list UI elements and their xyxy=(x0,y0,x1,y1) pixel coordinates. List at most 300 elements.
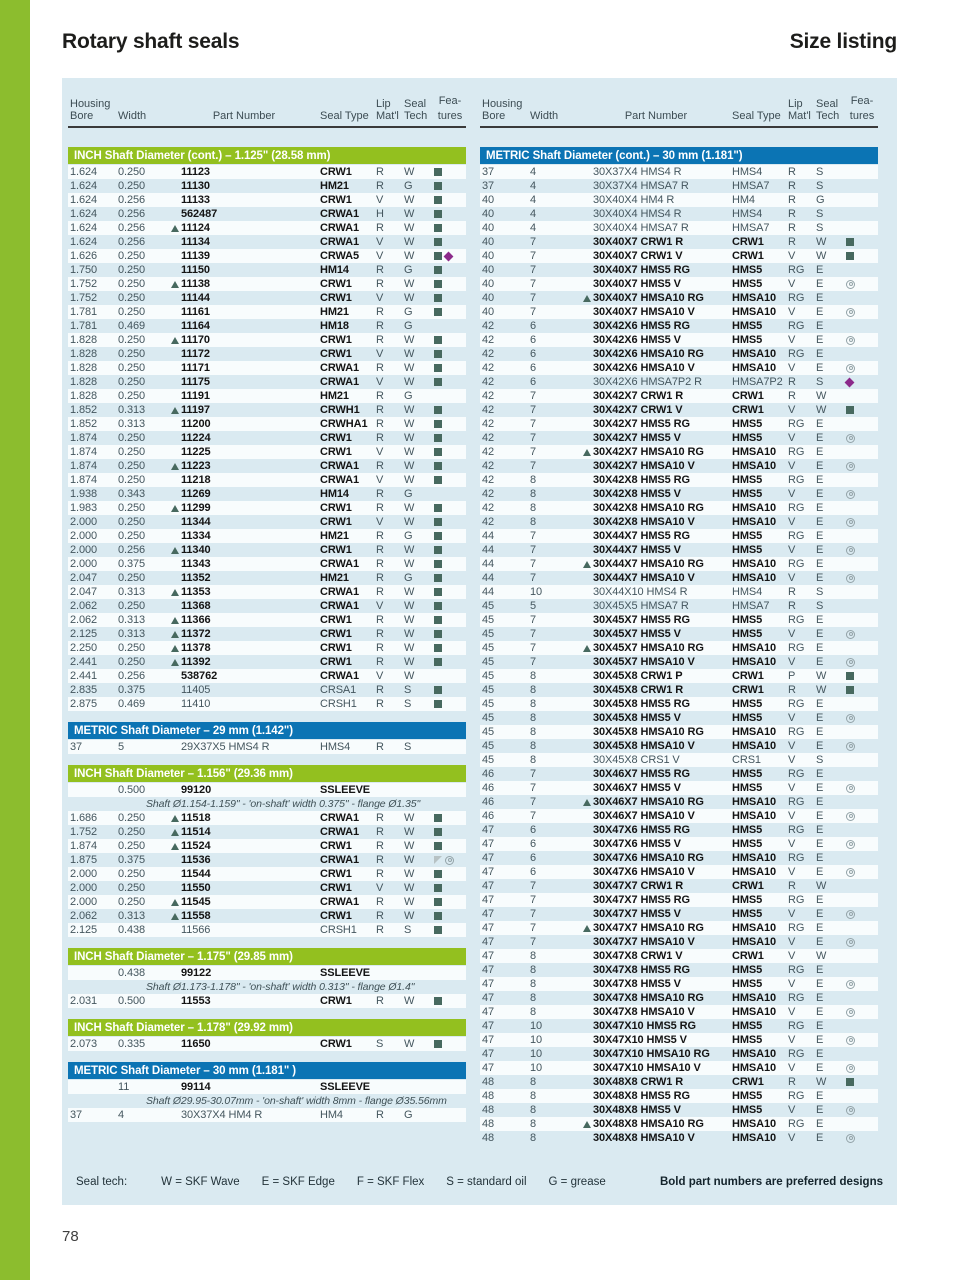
seal-type-cell: HMS5 xyxy=(732,698,763,710)
features-cell xyxy=(434,997,466,1005)
features-cell xyxy=(434,658,466,666)
width-cell: 0.313 xyxy=(118,418,146,430)
features-cell xyxy=(434,462,466,470)
seal-tech-cell: W xyxy=(404,334,415,346)
table-row xyxy=(480,459,878,473)
part-number-cell: 11161 xyxy=(181,306,210,318)
features-cell xyxy=(846,462,878,471)
bore-cell: 2.441 xyxy=(70,656,98,668)
seal-type-cell: HMSA10 xyxy=(732,740,777,752)
width-cell: 7 xyxy=(530,782,537,794)
width-cell: 4 xyxy=(530,194,537,206)
table-row xyxy=(480,291,878,305)
part-number-cell: 30X47X8 HMSA10 V xyxy=(593,1006,695,1018)
feature-square-icon xyxy=(434,182,442,190)
width-cell: 7 xyxy=(530,572,537,584)
seal-tech-cell: E xyxy=(816,1118,824,1130)
bore-cell: 2.000 xyxy=(70,896,98,908)
seal-tech-cell: G xyxy=(404,320,413,332)
seal-type-cell: HM14 xyxy=(320,488,349,500)
seal-tech-cell: W xyxy=(404,460,415,472)
width-cell: 7 xyxy=(530,432,537,444)
seal-tech-cell: W xyxy=(404,854,415,866)
features-cell xyxy=(846,672,878,680)
seal-tech-cell: E xyxy=(816,1006,824,1018)
feature-square-icon xyxy=(434,238,442,246)
part-number-cell: 30X42X8 HMS5 RG xyxy=(593,474,690,486)
lip-material-cell: RG xyxy=(788,530,805,542)
bore-cell: 45 xyxy=(482,670,495,682)
features-cell xyxy=(434,294,466,302)
bore-cell: 1.781 xyxy=(70,306,98,318)
width-cell: 0.250 xyxy=(118,656,146,668)
features-cell xyxy=(846,980,878,989)
table-row xyxy=(480,487,878,501)
seal-tech-cell: W xyxy=(816,1076,827,1088)
seal-type-cell: HMS5 xyxy=(732,964,763,976)
feature-square-icon xyxy=(434,252,442,260)
part-number-cell: 11405 xyxy=(181,684,211,696)
seal-type-cell: HMS5 xyxy=(732,824,763,836)
seal-tech-cell: W xyxy=(404,1038,415,1050)
part-number-cell: 30X48X8 CRW1 R xyxy=(593,1076,684,1088)
feature-square-icon xyxy=(434,280,442,288)
seal-tech-cell: E xyxy=(816,894,824,906)
width-cell: 0.500 xyxy=(118,995,146,1007)
lip-material-cell: R xyxy=(376,278,384,290)
table-row xyxy=(68,501,466,515)
seal-type-cell: HMSA10 xyxy=(732,572,777,584)
table-row xyxy=(480,1075,878,1089)
lip-material-cell: R xyxy=(788,880,796,892)
lip-material-cell: RG xyxy=(788,1020,805,1032)
seal-tech-cell: E xyxy=(816,530,824,542)
seal-type-cell: HM21 xyxy=(320,390,349,402)
header-lip-material: Lip Mat'l xyxy=(376,98,399,122)
preferred-triangle-icon xyxy=(583,799,591,806)
bore-cell: 42 xyxy=(482,418,495,430)
bore-cell: 1.983 xyxy=(70,502,98,514)
seal-type-cell: HMS5 xyxy=(732,530,763,542)
table-row xyxy=(68,683,466,697)
table-row xyxy=(480,683,878,697)
feature-ring-icon xyxy=(846,518,855,527)
part-number-cell: 11558 xyxy=(168,910,320,922)
lip-material-cell: R xyxy=(376,572,384,584)
part-number-cell: 30X42X6 HMS5 RG xyxy=(593,320,690,332)
seal-type-cell: CRW1 xyxy=(320,194,352,206)
seal-tech-cell: E xyxy=(816,1062,824,1074)
width-cell: 0.313 xyxy=(118,404,146,416)
lip-material-cell: R xyxy=(376,684,384,696)
width-cell: 0.469 xyxy=(118,320,146,332)
part-number-cell: 30X45X8 CRS1 V xyxy=(593,754,680,766)
seal-type-cell: CRWA1 xyxy=(320,460,360,472)
feature-ring-icon xyxy=(846,980,855,989)
lip-material-cell: R xyxy=(376,418,384,430)
preferred-triangle-icon xyxy=(171,659,179,666)
width-cell: 8 xyxy=(530,502,537,514)
bore-cell: 46 xyxy=(482,768,495,780)
seal-tech-cell: W xyxy=(404,812,415,824)
part-number-cell: 30X44X7 HMSA10 RG xyxy=(580,558,732,570)
bore-cell: 2.047 xyxy=(70,572,98,584)
legend-item: F = SKF Flex xyxy=(356,1176,425,1188)
seal-tech-cell: E xyxy=(816,1132,824,1144)
features-cell xyxy=(434,588,466,596)
width-cell: 0.375 xyxy=(118,854,146,866)
part-number-cell: 30X45X8 CRW1 R xyxy=(593,684,684,696)
seal-type-cell: HMS5 xyxy=(732,614,763,626)
table-row xyxy=(68,487,466,501)
table-section xyxy=(68,765,466,937)
bore-cell: 1.852 xyxy=(70,404,98,416)
table-row xyxy=(68,529,466,543)
bore-cell: 1.874 xyxy=(70,474,98,486)
lip-material-cell: V xyxy=(788,1062,796,1074)
table-row xyxy=(68,389,466,403)
seal-tech-cell: G xyxy=(816,194,825,206)
part-number-cell: 30X42X6 HMS5 V xyxy=(593,334,681,346)
table-row xyxy=(68,221,466,235)
lip-material-cell: RG xyxy=(788,1048,805,1060)
table-row xyxy=(480,1033,878,1047)
seal-type-cell: CRWA1 xyxy=(320,362,360,374)
lip-material-cell: R xyxy=(788,600,796,612)
seal-type-cell: CRWA1 xyxy=(320,376,360,388)
table-row xyxy=(480,1047,878,1061)
preferred-triangle-icon xyxy=(583,295,591,302)
lip-material-cell: V xyxy=(788,306,796,318)
seal-tech-cell: W xyxy=(816,670,827,682)
seal-tech-cell: S xyxy=(816,222,824,234)
bore-cell: 40 xyxy=(482,208,495,220)
width-cell: 7 xyxy=(530,558,537,570)
seal-tech-cell: W xyxy=(404,840,415,852)
width-cell: 10 xyxy=(530,586,543,598)
feature-square-icon xyxy=(434,378,442,386)
part-number-cell: 11172 xyxy=(181,348,210,360)
bore-cell: 2.125 xyxy=(70,628,98,640)
seal-type-cell: CRW1 xyxy=(732,670,764,682)
preferred-triangle-icon xyxy=(171,281,179,288)
lip-material-cell: H xyxy=(376,208,384,220)
seal-tech-cell: S xyxy=(404,924,412,936)
part-number-cell: 30X42X7 HMS5 V xyxy=(593,432,681,444)
part-number-cell: 11150 xyxy=(181,264,210,276)
width-cell: 7 xyxy=(530,908,537,920)
seal-tech-cell: E xyxy=(816,264,824,276)
lip-material-cell: R xyxy=(376,995,384,1007)
part-number-cell: 30X40X7 HMSA10 RG xyxy=(580,292,732,304)
part-number-cell: 11545 xyxy=(168,896,320,908)
lip-material-cell: V xyxy=(376,474,384,486)
seal-type-cell: HMS5 xyxy=(732,474,763,486)
seal-tech-cell: W xyxy=(404,236,415,248)
part-number-cell: 30X37X4 HMSA7 R xyxy=(593,180,689,192)
features-cell xyxy=(434,434,466,442)
feature-square-icon xyxy=(846,406,854,414)
feature-ring-icon xyxy=(846,784,855,793)
features-cell xyxy=(434,504,466,512)
width-cell: 7 xyxy=(530,796,537,808)
width-cell: 8 xyxy=(530,1104,537,1116)
seal-type-cell: CRWA1 xyxy=(320,826,360,838)
table-section xyxy=(68,1062,466,1122)
bore-cell: 47 xyxy=(482,838,495,850)
bore-cell: 47 xyxy=(482,852,495,864)
features-cell xyxy=(434,870,466,878)
seal-type-cell: HMS5 xyxy=(732,264,763,276)
seal-type-cell: HM21 xyxy=(320,572,349,584)
bore-cell: 48 xyxy=(482,1132,495,1144)
bore-cell: 42 xyxy=(482,348,495,360)
legend-note: Bold part numbers are preferred designs xyxy=(659,1176,883,1188)
seal-type-cell: HMSA10 xyxy=(732,362,777,374)
preferred-triangle-icon xyxy=(583,645,591,652)
table-row xyxy=(68,473,466,487)
bore-cell: 37 xyxy=(70,1109,83,1121)
feature-square-icon xyxy=(434,532,442,540)
bore-cell: 46 xyxy=(482,796,495,808)
width-cell: 0.250 xyxy=(118,812,146,824)
bore-cell: 37 xyxy=(482,180,495,192)
bore-cell: 40 xyxy=(482,222,495,234)
part-number-cell: 30X45X7 HMS5 RG xyxy=(593,614,690,626)
seal-type-cell: CRWA1 xyxy=(320,854,360,866)
seal-tech-cell: W xyxy=(404,222,415,234)
table-section xyxy=(68,1019,466,1051)
bore-cell: 40 xyxy=(482,292,495,304)
seal-tech-cell: E xyxy=(816,908,824,920)
seal-type-cell: CRW1 xyxy=(320,348,352,360)
table-row xyxy=(480,1005,878,1019)
table-row xyxy=(68,1037,466,1051)
seal-type-cell: HMS5 xyxy=(732,1104,763,1116)
bore-cell: 2.250 xyxy=(70,642,98,654)
lip-material-cell: RG xyxy=(788,1118,805,1130)
bore-cell: 42 xyxy=(482,376,495,388)
features-cell xyxy=(434,224,466,232)
table-row xyxy=(480,1019,878,1033)
legend-label: Seal tech: xyxy=(76,1176,128,1188)
lip-material-cell: RG xyxy=(788,418,805,430)
lip-material-cell: V xyxy=(788,334,796,346)
part-number-cell: 30X47X6 HMSA10 V xyxy=(593,866,695,878)
width-cell: 0.438 xyxy=(118,967,146,979)
bore-cell: 1.828 xyxy=(70,348,98,360)
width-cell: 0.500 xyxy=(118,784,146,796)
seal-tech-cell: E xyxy=(816,432,824,444)
feature-square-icon xyxy=(434,546,442,554)
lip-material-cell: V xyxy=(376,600,384,612)
lip-material-cell: RG xyxy=(788,1090,805,1102)
bore-cell: 47 xyxy=(482,950,495,962)
seal-type-cell: CRWA1 xyxy=(320,600,360,612)
width-cell: 7 xyxy=(530,460,537,472)
bore-cell: 40 xyxy=(482,236,495,248)
seal-tech-cell: E xyxy=(816,1090,824,1102)
seal-type-cell: CRW1 xyxy=(732,236,764,248)
features-cell xyxy=(846,364,878,373)
part-number-cell: 11144 xyxy=(181,292,210,304)
section-header: METRIC Shaft Diameter – 29 mm (1.142") xyxy=(68,722,466,739)
part-number-cell: 30X44X7 HMS5 V xyxy=(593,544,681,556)
lip-material-cell: R xyxy=(376,320,384,332)
part-number-cell: 30X40X7 HMS5 RG xyxy=(593,264,690,276)
width-cell: 10 xyxy=(530,1062,543,1074)
features-cell xyxy=(434,856,466,865)
seal-tech-cell: W xyxy=(404,502,415,514)
bore-cell: 47 xyxy=(482,1006,495,1018)
seal-tech-cell: W xyxy=(404,600,415,612)
part-number-cell: 30X42X7 CRW1 V xyxy=(593,404,683,416)
bore-cell: 1.874 xyxy=(70,446,98,458)
preferred-triangle-icon xyxy=(171,843,179,850)
width-cell: 0.335 xyxy=(118,1038,146,1050)
features-cell xyxy=(846,1106,878,1115)
table-row xyxy=(68,853,466,867)
part-number-cell: 30X45X8 HMS5 V xyxy=(593,712,681,724)
bore-cell: 47 xyxy=(482,964,495,976)
seal-tech-cell: E xyxy=(816,698,824,710)
table-row xyxy=(68,599,466,613)
bore-cell: 48 xyxy=(482,1090,495,1102)
seal-tech-cell: S xyxy=(816,376,824,388)
seal-type-cell: HMS4 xyxy=(320,741,351,753)
seal-type-cell: CRW1 xyxy=(320,868,352,880)
seal-tech-cell: E xyxy=(816,544,824,556)
seal-type-cell: HMS5 xyxy=(732,768,763,780)
header-seal-type: Seal Type xyxy=(732,110,781,122)
feature-square-icon xyxy=(846,686,854,694)
part-number-cell: 11353 xyxy=(168,586,320,598)
width-cell: 10 xyxy=(530,1048,543,1060)
bore-cell: 2.062 xyxy=(70,614,98,626)
part-number-cell: 11514 xyxy=(168,826,320,838)
width-cell: 0.250 xyxy=(118,376,146,388)
seal-tech-cell: W xyxy=(404,348,415,360)
width-cell: 0.256 xyxy=(118,194,146,206)
features-cell xyxy=(846,238,878,246)
seal-tech-cell: G xyxy=(404,572,413,584)
seal-tech-cell: W xyxy=(404,166,415,178)
table-row xyxy=(480,319,878,333)
table-row xyxy=(480,403,878,417)
table-row xyxy=(480,543,878,557)
seal-type-cell: HMSA10 xyxy=(732,516,777,528)
table-row xyxy=(68,697,466,711)
feature-ring-icon xyxy=(846,938,855,947)
part-number-cell: 30X47X8 HMSA10 RG xyxy=(593,992,704,1004)
features-cell xyxy=(846,630,878,639)
feature-square-icon xyxy=(434,518,442,526)
lip-material-cell: R xyxy=(788,586,796,598)
features-cell xyxy=(434,898,466,906)
seal-tech-cell: E xyxy=(816,278,824,290)
seal-tech-cell: E xyxy=(816,922,824,934)
preferred-triangle-icon xyxy=(171,463,179,470)
seal-type-cell: HMSA10 xyxy=(732,1132,777,1144)
header-seal-tech: Seal Tech xyxy=(404,98,428,122)
feature-square-icon xyxy=(846,672,854,680)
bore-cell: 1.874 xyxy=(70,840,98,852)
features-cell xyxy=(846,1008,878,1017)
lip-material-cell: RG xyxy=(788,726,805,738)
table-row xyxy=(68,909,466,923)
lip-material-cell: R xyxy=(788,236,796,248)
table-row xyxy=(480,739,878,753)
feature-square-icon xyxy=(434,210,442,218)
preferred-triangle-icon xyxy=(171,589,179,596)
seal-type-cell: HMSA10 xyxy=(732,446,777,458)
width-cell: 4 xyxy=(530,208,537,220)
preferred-triangle-icon xyxy=(171,829,179,836)
bore-cell: 2.062 xyxy=(70,910,98,922)
feature-ring-icon xyxy=(846,630,855,639)
feature-square-icon xyxy=(434,926,442,934)
preferred-triangle-icon xyxy=(171,225,179,232)
feature-square-icon xyxy=(434,336,442,344)
page-title: Rotary shaft seals xyxy=(62,30,240,53)
feature-ring-icon xyxy=(846,1008,855,1017)
seal-type-cell: HMSA7 xyxy=(732,600,770,612)
width-cell: 0.250 xyxy=(118,362,146,374)
width-cell: 7 xyxy=(530,922,537,934)
feature-square-icon xyxy=(434,196,442,204)
lip-material-cell: R xyxy=(376,264,384,276)
width-cell: 7 xyxy=(530,810,537,822)
header-part-number: Part Number xyxy=(212,110,276,122)
part-number-cell: 11139 xyxy=(181,250,210,262)
lip-material-cell: R xyxy=(376,558,384,570)
seal-type-cell: CRWA1 xyxy=(320,222,360,234)
features-cell xyxy=(846,840,878,849)
lip-material-cell: V xyxy=(788,908,796,920)
features-cell xyxy=(846,1134,878,1143)
width-cell: 0.256 xyxy=(118,222,146,234)
lip-material-cell: V xyxy=(376,194,384,206)
part-number-cell: 30X40X4 HMS4 R xyxy=(593,208,682,220)
feature-ring-icon xyxy=(846,434,855,443)
width-cell: 0.250 xyxy=(118,306,146,318)
feature-diamond-icon xyxy=(845,377,855,387)
width-cell: 8 xyxy=(530,1132,537,1144)
table-row xyxy=(480,935,878,949)
seal-tech-cell: W xyxy=(404,194,415,206)
table-row xyxy=(480,221,878,235)
bore-cell: 42 xyxy=(482,432,495,444)
width-cell: 10 xyxy=(530,1034,543,1046)
features-cell xyxy=(434,448,466,456)
seal-type-cell: HMS5 xyxy=(732,1020,763,1032)
features-cell xyxy=(434,182,466,190)
feature-square-icon xyxy=(434,560,442,568)
feature-square-icon xyxy=(434,912,442,920)
bore-cell: 45 xyxy=(482,656,495,668)
seal-tech-cell: G xyxy=(404,180,413,192)
seal-type-cell: CRW1 xyxy=(732,684,764,696)
table-row xyxy=(68,655,466,669)
features-cell xyxy=(846,379,878,386)
lip-material-cell: V xyxy=(788,516,796,528)
width-cell: 0.256 xyxy=(118,236,146,248)
seal-type-cell: HM21 xyxy=(320,530,349,542)
seal-type-cell: HMS5 xyxy=(732,782,763,794)
feature-square-icon xyxy=(434,588,442,596)
width-cell: 4 xyxy=(530,166,537,178)
table-row xyxy=(68,923,466,937)
